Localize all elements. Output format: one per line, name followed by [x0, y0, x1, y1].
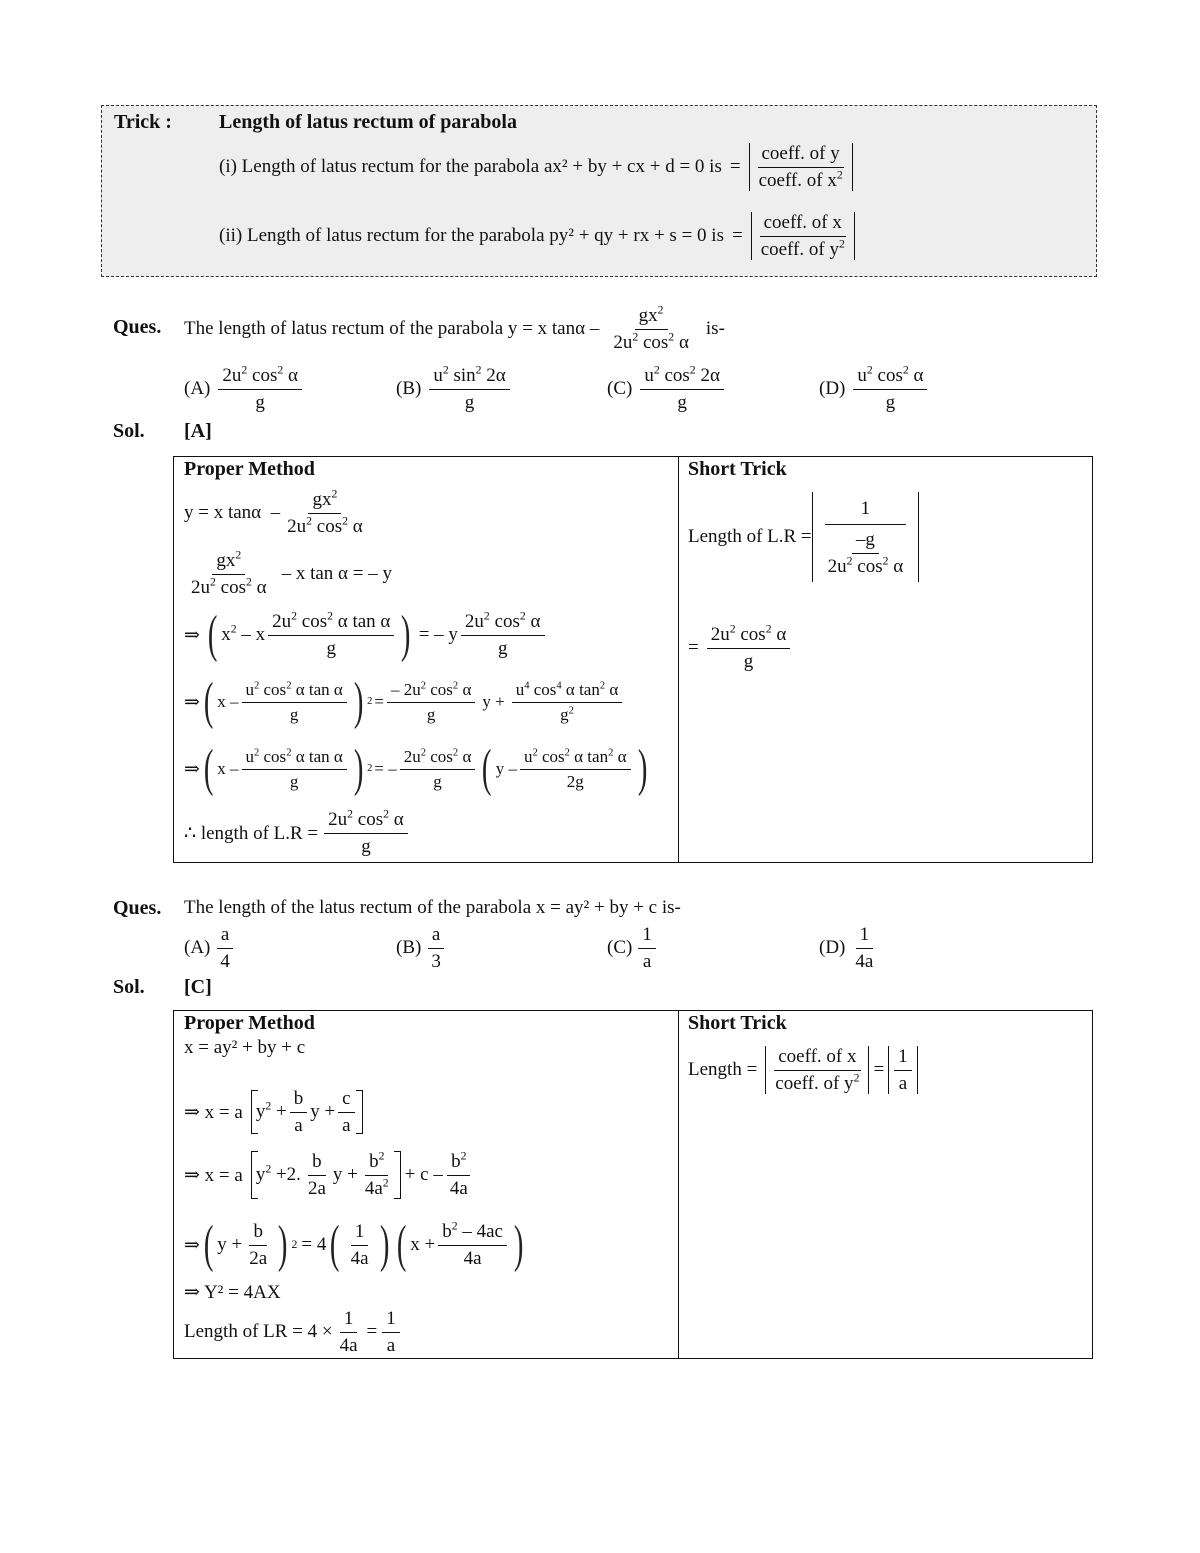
q2-short-label: Length = [688, 1059, 758, 1080]
q1-proper-title: Proper Method [184, 458, 315, 480]
q1-suffix: is- [705, 318, 725, 339]
q1-option-a-num: 2u [222, 364, 242, 386]
q2-option-d-key: (D) [819, 937, 846, 958]
q1-option-c-den: g [677, 391, 687, 413]
q1-short-result: = $\frac{2u^2 \cos^2 \alpha}{g}$ [688, 620, 793, 676]
trick-abs-2: $\frac{\text{coeff. of x}}{coeff. of y^2}$ [751, 212, 855, 261]
q2-option-b-den: 3 [431, 950, 441, 972]
q1-stem-fraction: $\frac{gx^2}{2u^2 \cos^2 \alpha}$ [613, 303, 689, 353]
q1-step-4: ⇒ ( x – $\frac{u^2 \cos^2 \alpha \tan \alpha}{g}$ ) 2 = $\frac{- 2u^2 \cos^2 \alpha}{g}$ y + $\frac{u^4 \cos^4 \alpha \tan^2 \alpha}{g^2}$ [184, 672, 625, 732]
q1-option-a-den: g [255, 391, 265, 413]
q1-frac-num: gx [638, 304, 658, 326]
q1-step-final: ∴ length of L.R = $\frac{2u^2 \cos^2 \alpha}{g}$ [184, 805, 411, 861]
q1-sol-label: Sol. [113, 420, 145, 442]
trick-line-1-text: (i) Length of latus rectum for the parabola ax² + by + cx + d = 0 is [219, 156, 722, 177]
q1-lr-num: 1 [825, 494, 907, 525]
q2-label: Ques. [113, 897, 162, 919]
q2-option-a-key: (A) [184, 937, 211, 958]
q2-answer: [C] [184, 976, 212, 998]
q2-option-c[interactable] [607, 922, 659, 974]
q1-option-c-key: (C) [607, 378, 633, 399]
q1-lr-den-num: –g [852, 529, 879, 554]
q1-option-d-den: g [885, 391, 896, 413]
q1-step-3: ⇒ ( $x^2$ – x $\frac{2u^2 \cos^2 \alpha \tan \alpha}{g}$ ) = – y $\frac{2u^2 \cos^2 \alpha}{g}$ [184, 604, 548, 666]
q1-step-5: ⇒ ( x – $\frac{u^2 \cos^2 \alpha \tan \alpha}{g}$ ) 2 = – $\frac{2u^2 \cos^2 \alpha}{g}$ ( y – $\frac{u^2 \cos^2 \alpha \tan^2 \alpha}{2g}$ ) [184, 740, 647, 797]
trick-den-1: coeff. of x [758, 169, 837, 191]
q1-option-c[interactable]: (C) $\frac{u^2 \cos^2 2\alpha}{g}$ [607, 362, 727, 416]
q1-option-c-num: u [644, 364, 654, 386]
q1-stem [184, 302, 725, 356]
q2-option-b[interactable] [396, 922, 448, 974]
q2-table-divider [678, 1011, 679, 1358]
q2-step-3: ⇒ ( y + $\frac{b}{2a}$ ) 2 = 4 ( $\frac{1}{4a}$ ) ( x + $\frac{b^2 - 4ac}{4a}$ ) [184, 1216, 524, 1273]
q2-step-0: x = ay² + by + c [184, 1037, 306, 1058]
q1-option-c-fn: cos [664, 364, 690, 386]
q1-text: The length of latus rectum of the parabola y = x tanα – [184, 318, 600, 339]
q1-option-b-num: u [433, 364, 443, 386]
q1-option-a[interactable]: (A) $\frac{2u^2 \cos^2 \alpha}{g}$ [184, 362, 305, 416]
q1-lr-label: Length of L.R = [688, 526, 812, 547]
trick-num-1: coeff. of y [758, 143, 844, 168]
q2-text: The length of the latus rectum of the parabola x = ay² + by + c is- [184, 897, 681, 918]
q2-step-2: ⇒ x = a $y^2 +2$. $\frac{b}{2a}$ y + $\frac{b^2}{4a^2}$ + c – $\frac{b^2}{4a}$ [184, 1148, 475, 1202]
q1-step-1: y = x tanα – $\frac{gx^2}{2u^2 \cos^2 \alpha}$ [184, 487, 363, 537]
q1-label: Ques. [113, 316, 162, 338]
q2-option-b-key: (B) [396, 937, 422, 958]
q2-short-formula: Length = $\frac{\text{coeff. of x}}{coeff. of y^2}$ = $\frac{1}{a}$ [688, 1040, 918, 1100]
q1-short-formula: Length of L.R = $\frac{1}{\frac{-g}{2u^2 \cos^2 \alpha}}$ [688, 482, 919, 592]
q2-proper-title: Proper Method [184, 1012, 315, 1034]
trick-den-2: coeff. of y [760, 238, 839, 260]
q1-option-d[interactable]: (D) $\frac{u^2 \cos^2 \alpha}{g}$ [819, 362, 930, 416]
q2-option-a[interactable] [184, 922, 237, 974]
q2-option-d-den: 4a [855, 950, 874, 972]
q1-option-d-key: (D) [819, 378, 846, 399]
q2-option-c-key: (C) [607, 937, 633, 958]
q2-step-5: Length of LR = 4 × $\frac{1}{4a}$ = $\frac{1}{a}$ [184, 1306, 403, 1358]
q2-option-a-num: a [217, 924, 233, 949]
trick-line-2: (ii) Length of latus rectum for the parabola py² + qy + rx + s = 0 is = $\frac{\text{coeff. of x}}{coeff. of y^2}$ [219, 204, 855, 268]
q1-option-a-key: (A) [184, 378, 211, 399]
q1-option-a-fn: cos [252, 364, 278, 386]
trick-line-2-text: (ii) Length of latus rectum for the parabola py² + qy + rx + s = 0 is [219, 225, 724, 246]
q2-option-c-num: 1 [638, 924, 656, 949]
trick-title: Length of latus rectum of parabola [219, 111, 517, 133]
q2-short-num: coeff. of x [774, 1046, 860, 1071]
q2-short-den: coeff. of y [775, 1072, 854, 1094]
q1-option-d-num: u [857, 364, 867, 386]
q1-option-b[interactable]: (B) $\frac{u^2 \sin^2 2\alpha}{g}$ [396, 362, 513, 416]
q1-option-d-fn: cos [877, 364, 903, 386]
q1-answer: [A] [184, 420, 212, 442]
q2-option-a-den: 4 [220, 950, 230, 972]
q2-short-title: Short Trick [688, 1012, 787, 1034]
q2-option-d-num: 1 [856, 924, 874, 949]
q2-sol-label: Sol. [113, 976, 145, 998]
trick-num-2: coeff. of x [760, 212, 846, 237]
trick-abs-1: $\frac{\text{coeff. of y}}{coeff. of x^2}$ [749, 143, 853, 192]
q2-option-d[interactable] [819, 922, 880, 974]
q1-final-label: ∴ length of L.R = [184, 822, 319, 844]
q2-lr-text: Length of LR = 4 × [184, 1321, 333, 1342]
q1-option-b-fn: sin [453, 364, 476, 386]
q1-step-2: $\frac{gx^2}{2u^2 \cos^2 \alpha}$ – x tan α = – y [191, 548, 392, 598]
q1-option-b-tail: 2α [486, 364, 506, 386]
q1-table-divider [678, 457, 679, 862]
q1-short-title: Short Trick [688, 458, 787, 480]
trick-label: Trick : [114, 111, 172, 133]
q1-option-b-den: g [464, 391, 475, 413]
q1-option-b-key: (B) [396, 378, 422, 399]
q1-option-a-tail: α [288, 364, 298, 386]
q1-option-d-tail: α [913, 364, 924, 386]
q1-frac-den: 2u [613, 331, 633, 353]
q1-option-c-tail: 2α [700, 364, 720, 386]
q2-option-b-num: a [428, 924, 444, 949]
q2-step-4: ⇒ Y² = 4AX [184, 1282, 281, 1303]
q2-step-1: ⇒ x = a $y^2$ + $\frac{b}{a}$ y + $\frac{c}{a}$ [184, 1086, 363, 1138]
q2-option-c-den: a [642, 950, 652, 972]
trick-line-1: (i) Length of latus rectum for the parabola ax² + by + cx + d = 0 is = $\frac{\text{coeff. of y}}{coeff. of x^2}$ [219, 135, 853, 199]
